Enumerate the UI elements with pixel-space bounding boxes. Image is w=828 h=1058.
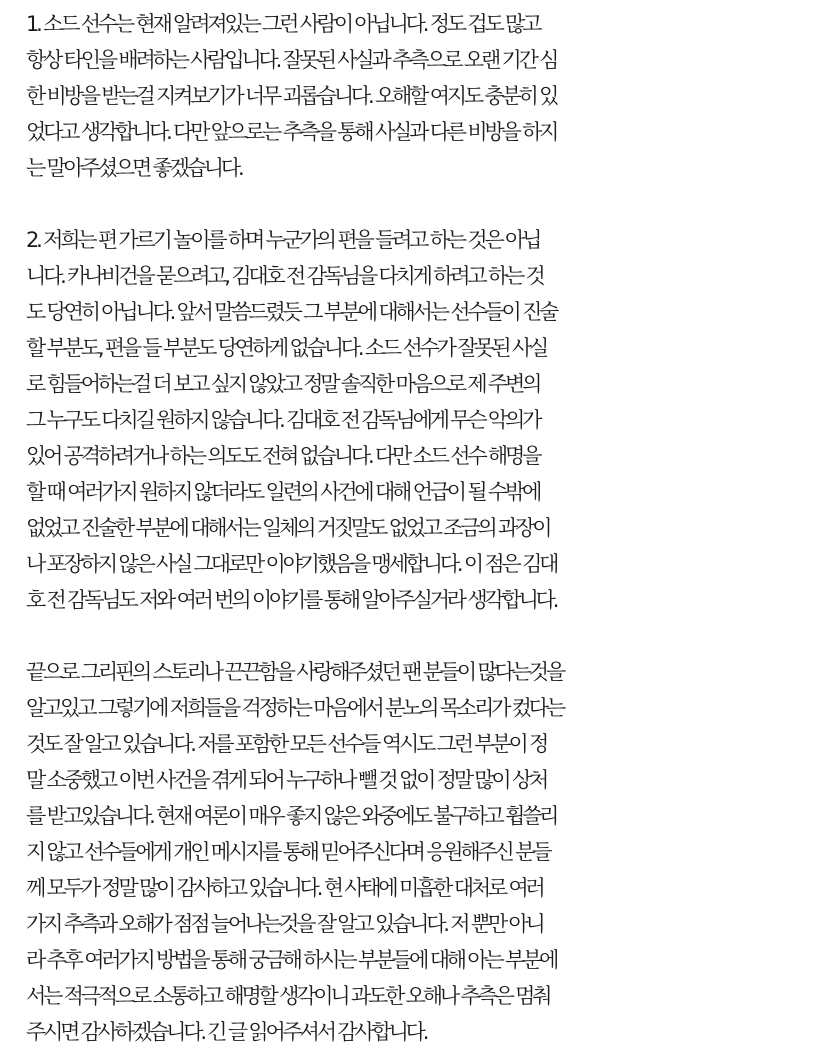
text-line: 할 때 여러가지 원하지 않더라도 일련의 사건에 대해 언급이 될 수밖에 (26, 480, 540, 504)
text-line: 그 누구도 다치길 원하지 않습니다. 김대호 전 감독님에게 무슨 악의가 (26, 408, 540, 432)
text-line: 주시면 감사하겠습니다. 긴 글 읽어주셔서 감사합니다. (26, 1020, 427, 1044)
text-line: 1. 소드 선수는 현재 알려져있는 그런 사람이 아닙니다. 정도 겁도 많고 (26, 12, 540, 36)
text-line: 서는 적극적으로 소통하고 해명할 생각이니 과도한 오해나 추측은 멈춰 (26, 984, 550, 1008)
text-line: 로 힘들어하는걸 더 보고 싶지 않았고 정말 솔직한 마음으로 제 주변의 (26, 372, 540, 396)
text-line: 끝으로 그리핀의 스토리나 끈끈함을 사랑해주셨던 팬 분들이 많다는것을 (26, 660, 563, 684)
text-line: 호 전 감독님도 저와 여러 번의 이야기를 통해 알아주실거라 생각합니다. (26, 588, 557, 612)
text-line: 나 포장하지 않은 사실 그대로만 이야기했음을 맹세합니다. 이 점은 김대 (26, 552, 557, 576)
text-line: 2. 저희는 편 가르기 놀이를 하며 누군가의 편을 들려고 하는 것은 아닙 (26, 228, 540, 252)
text-line: 할 부분도, 편을 들 부분도 당연하게 없습니다. 소드 선수가 잘못된 사실 (26, 336, 547, 360)
text-line: 항상 타인을 배려하는 사람입니다. 잘못된 사실과 추측으로 오랜 기간 심 (26, 48, 557, 72)
text-line: 있어 공격하려거나 하는 의도도 전혀 없습니다. 다만 소드 선수 해명을 (26, 444, 540, 468)
paragraph-2 (26, 222, 826, 618)
paragraph-3 (26, 654, 826, 1050)
text-line: 니다. 카나비건을 묻으려고, 김대호 전 감독님을 다치게 하려고 하는 것 (26, 264, 543, 288)
text-line: 도 당연히 아닙니다. 앞서 말씀드렸듯 그 부분에 대해서는 선수들이 진술 (26, 300, 557, 324)
text-line: 는 말아주셨으면 좋겠습니다. (26, 156, 242, 180)
text-line: 라 추후 여러가지 방법을 통해 궁금해 하시는 부분들에 대해 아는 부분에 (26, 948, 557, 972)
text-line: 말 소중했고 이번 사건을 겪게 되어 누구하나 뺄 것 없이 정말 많이 상처 (26, 768, 547, 792)
text-line: 가지 추측과 오해가 점점 늘어나는것을 잘 알고 있습니다. 저 뿐만 아니 (26, 912, 543, 936)
text-line: 한 비방을 받는걸 지켜보기가 너무 괴롭습니다. 오해할 여지도 충분히 있 (26, 84, 557, 108)
text-line: 었다고 생각합니다. 다만 앞으로는 추측을 통해 사실과 다른 비방을 하지 (26, 120, 557, 144)
text-line: 께 모두가 정말 많이 감사하고 있습니다. 현 사태에 미흡한 대처로 여러 (26, 876, 543, 900)
text-line: 것도 잘 알고 있습니다. 저를 포함한 모든 선수들 역시도 그런 부분이 정 (26, 732, 547, 756)
paragraph-1 (26, 6, 826, 186)
text-line: 없었고 진술한 부분에 대해서는 일체의 거짓말도 없었고 조금의 과장이 (26, 516, 550, 540)
text-line: 지 않고 선수들에게 개인 메시지를 통해 믿어주신다며 응원해주신 분들 (26, 840, 550, 864)
text-line: 를 받고있습니다. 현재 여론이 매우 좋지 않은 와중에도 불구하고 휩쓸리 (26, 804, 557, 828)
text-line: 알고있고 그렇기에 저희들을 걱정하는 마음에서 분노의 목소리가 컸다는 (26, 696, 563, 720)
